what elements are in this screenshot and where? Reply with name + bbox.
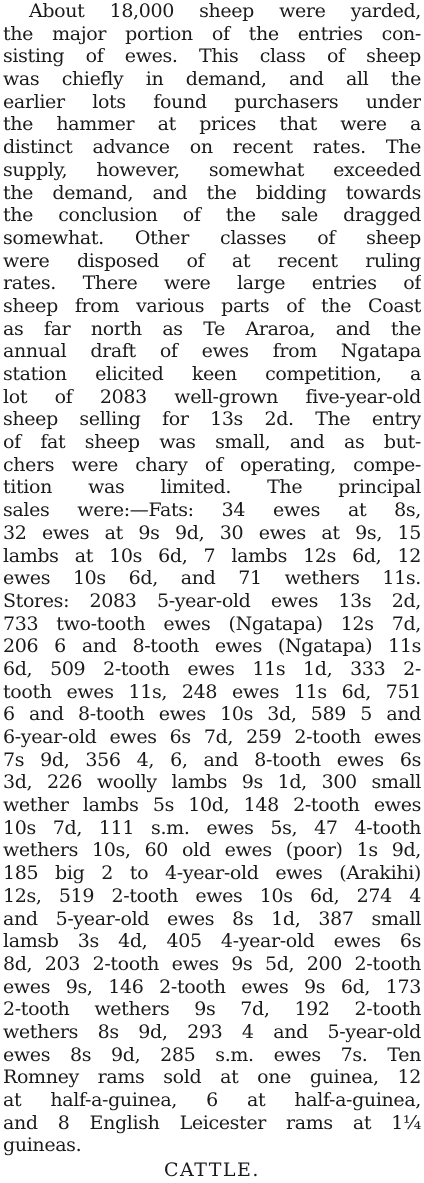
- text-line: tooth ewes 11s, 248 ewes 11s 6d, 751: [3, 680, 421, 703]
- text-line: 2-tooth wethers 9s 7d, 192 2-tooth: [3, 998, 421, 1021]
- text-line: the major portion of the entries con-: [3, 22, 421, 45]
- text-line: the demand, and the bidding towards: [3, 181, 421, 204]
- text-line: sales were:—Fats: 34 ewes at 8s,: [3, 499, 421, 522]
- text-line: 733 two-tooth ewes (Ngatapa) 12s 7d,: [3, 612, 421, 635]
- text-line: 206 6 and 8-tooth ewes (Ngatapa) 11s: [3, 635, 421, 658]
- text-line: 3d, 226 woolly lambs 9s 1d, 300 small: [3, 771, 421, 794]
- text-line: station elicited keen competition, a: [3, 363, 421, 385]
- text-line: 185 big 2 to 4-year-old ewes (Arakihi): [3, 862, 421, 885]
- text-line: chers were chary of operating, compe-: [3, 453, 421, 476]
- text-line: earlier lots found purchasers under: [3, 90, 421, 113]
- text-line: 12s, 519 2-tooth ewes 10s 6d, 274 4: [3, 884, 421, 907]
- text-line: 8d, 203 2-tooth ewes 9s 5d, 200 2-tooth: [3, 952, 421, 975]
- text-line: the hammer at prices that were a: [3, 113, 421, 136]
- text-line: lot of 2083 well-grown five-year-old: [3, 385, 421, 408]
- article-paragraph: [3, 0, 421, 1157]
- text-line: sheep selling for 13s 2d. The entry: [3, 408, 421, 431]
- text-line: lamsb 3s 4d, 405 4-year-old ewes 6s: [3, 930, 421, 953]
- text-line: sisting of ewes. This class of sheep: [3, 45, 421, 68]
- text-line: 7s 9d, 356 4, 6, and 8-tooth ewes 6s: [3, 748, 421, 771]
- text-line: sheep from various parts of the Coast: [3, 294, 421, 317]
- text-line: wether lambs 5s 10d, 148 2-tooth ewes: [3, 794, 421, 817]
- text-line: Romney rams sold at one guinea, 12: [3, 1066, 421, 1089]
- text-line: wethers 10s, 60 old ewes (poor) 1s 9d,: [3, 839, 421, 862]
- text-line: ewes 10s 6d, and 71 wethers 11s.: [3, 567, 421, 590]
- text-line: ewes 9s, 146 2-tooth ewes 9s 6d, 173: [3, 975, 421, 998]
- text-line: 6d, 509 2-tooth ewes 11s 1d, 333 2-: [3, 657, 421, 680]
- text-line: 6 and 8-tooth ewes 10s 3d, 589 5 and: [3, 703, 421, 726]
- text-line: at half-a-guinea, 6 at half-a-guinea,: [3, 1089, 421, 1111]
- text-line: somewhat. Other classes of sheep: [3, 226, 421, 249]
- text-line: 10s 7d, 111 s.m. ewes 5s, 47 4-tooth: [3, 816, 421, 839]
- text-line: tition was limited. The principal: [3, 476, 421, 499]
- text-line: was chiefly in demand, and all the: [3, 68, 421, 91]
- text-line: of fat sheep was small, and as but-: [3, 431, 421, 454]
- text-line: distinct advance on recent rates. The: [3, 136, 421, 159]
- newspaper-column: [3, 0, 421, 1183]
- text-line: guineas.: [3, 1134, 82, 1157]
- text-line: ewes 8s 9d, 285 s.m. ewes 7s. Ten: [3, 1043, 421, 1066]
- text-line: About 18,000 sheep were yarded,: [29, 0, 421, 22]
- text-line: and 8 English Leicester rams at 1¼: [3, 1111, 421, 1134]
- text-line: and 5-year-old ewes 8s 1d, 387 small: [3, 907, 421, 930]
- text-line: supply, however, somewhat exceeded: [3, 158, 421, 181]
- section-heading: CATTLE.: [164, 1159, 260, 1182]
- text-line: rates. There were large entries of: [3, 272, 421, 295]
- text-line: the conclusion of the sale dragged: [3, 204, 421, 227]
- text-line: 32 ewes at 9s 9d, 30 ewes at 9s, 15: [3, 521, 421, 544]
- text-line: Stores: 2083 5-year-old ewes 13s 2d,: [3, 589, 421, 612]
- text-line: annual draft of ewes from Ngatapa: [3, 340, 421, 363]
- text-line: wethers 8s 9d, 293 4 and 5-year-old: [3, 1020, 421, 1043]
- text-line: were disposed of at recent ruling: [3, 249, 421, 272]
- text-line: 6-year-old ewes 6s 7d, 259 2-tooth ewes: [3, 726, 421, 748]
- text-line: as far north as Te Araroa, and the: [3, 317, 421, 340]
- text-line: lambs at 10s 6d, 7 lambs 12s 6d, 12: [3, 544, 421, 567]
